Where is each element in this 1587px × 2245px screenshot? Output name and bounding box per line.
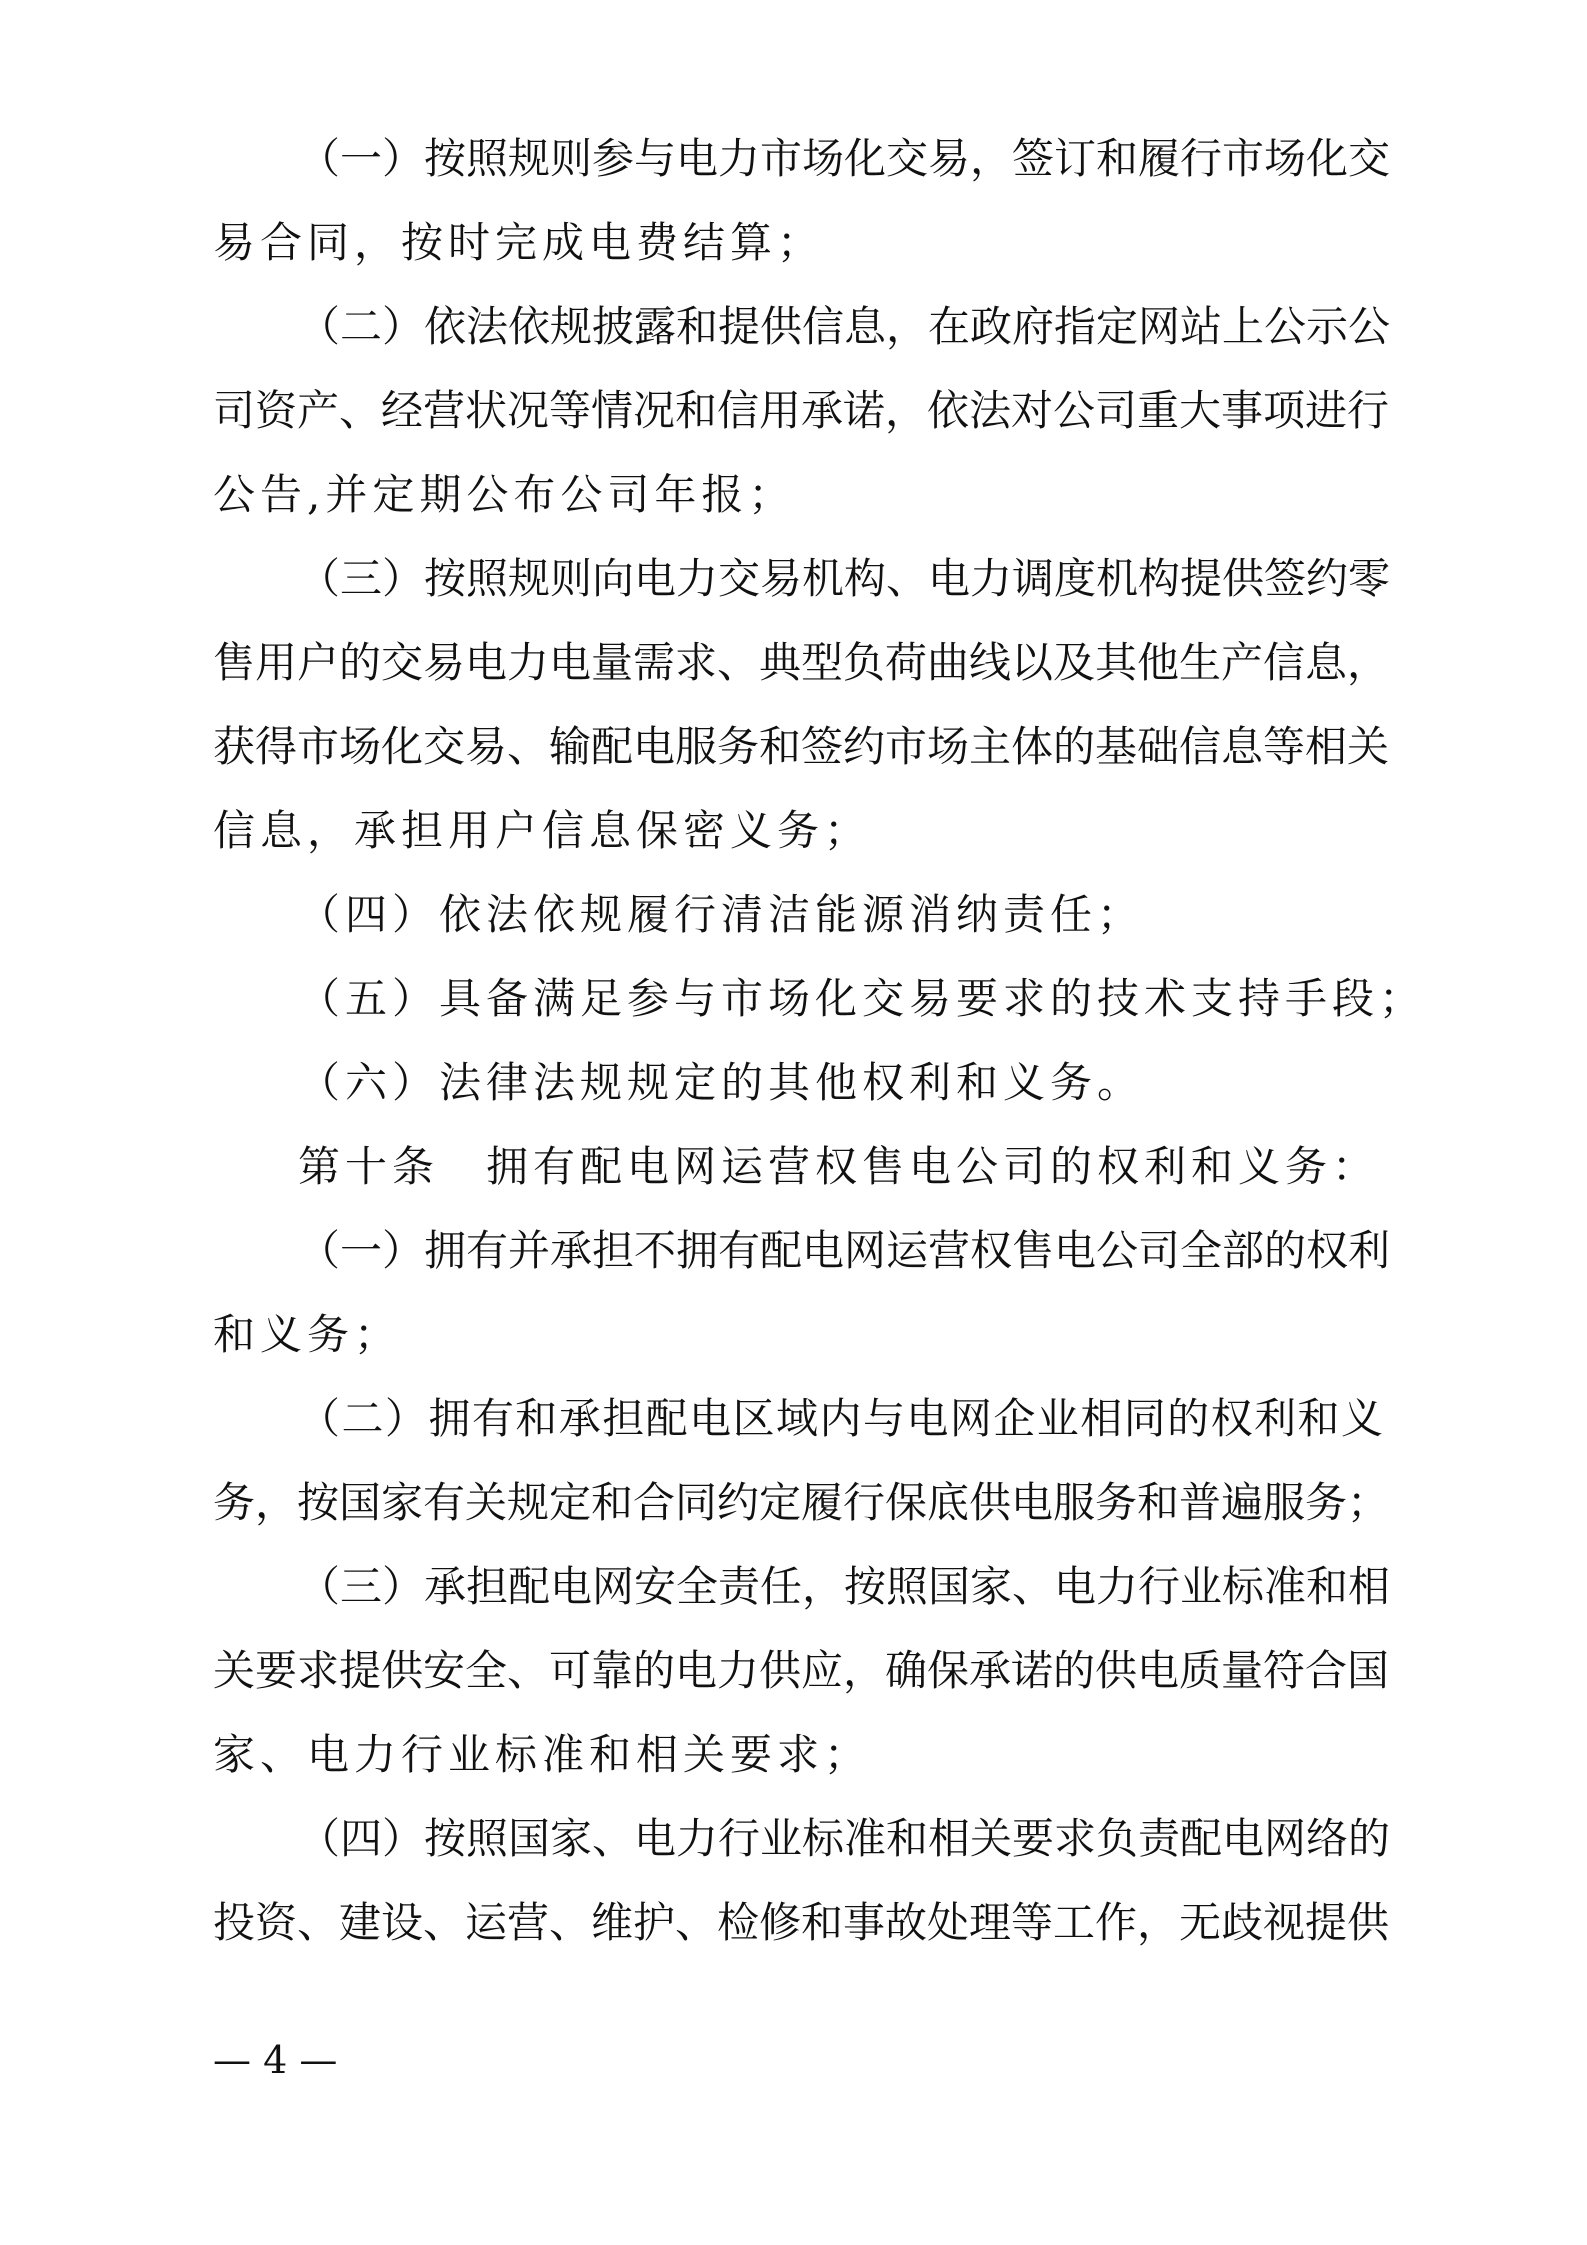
text-line: 务，按国家有关规定和合同约定履行保底供电服务和普遍服务； [213, 1478, 1390, 1527]
text-line: （二）依法依规披露和提供信息，在政府指定网站上公示公 [298, 302, 1391, 351]
page-number: — 4 — [213, 2038, 338, 2082]
text-line: 公告,并定期公布公司年报； [213, 470, 796, 519]
text-line: （一）拥有并承担不拥有配电网运营权售电公司全部的权利 [298, 1226, 1391, 1275]
text-line: （二）拥有和承担配电区域内与电网企业相同的权利和义 [298, 1394, 1383, 1443]
text-line: （三）按照规则向电力交易机构、电力调度机构提供签约零 [298, 554, 1391, 603]
text-line: （三）承担配电网安全责任，按照国家、电力行业标准和相 [298, 1562, 1391, 1611]
text-line: （四）按照国家、电力行业标准和相关要求负责配电网络的 [298, 1814, 1391, 1863]
text-line: 家、电力行业标准和相关要求； [213, 1730, 872, 1779]
text-line: （一）按照规则参与电力市场化交易，签订和履行市场化交 [298, 134, 1391, 183]
text-line: （四）依法依规履行清洁能源消纳责任； [298, 890, 1145, 939]
article-heading: 第十条 拥有配电网运营权售电公司的权利和义务： [298, 1142, 1380, 1191]
text-line: 易合同，按时完成电费结算； [213, 218, 825, 267]
text-line: 获得市场化交易、输配电服务和签约市场主体的基础信息等相关 [213, 722, 1390, 771]
text-line: 投资、建设、运营、维护、检修和事故处理等工作，无歧视提供 [213, 1898, 1390, 1947]
text-line: 司资产、经营状况等情况和信用承诺，依法对公司重大事项进行 [213, 386, 1390, 435]
text-line: （五）具备满足参与市场化交易要求的技术支持手段； [298, 974, 1427, 1023]
text-line: 售用户的交易电力电量需求、典型负荷曲线以及其他生产信息， [213, 638, 1390, 687]
text-line: 关要求提供安全、可靠的电力供应，确保承诺的供电质量符合国 [213, 1646, 1390, 1695]
text-line: 和义务； [213, 1310, 402, 1359]
text-line: （六）法律法规规定的其他权利和义务。 [298, 1058, 1145, 1107]
text-line: 信息，承担用户信息保密义务； [213, 806, 872, 855]
